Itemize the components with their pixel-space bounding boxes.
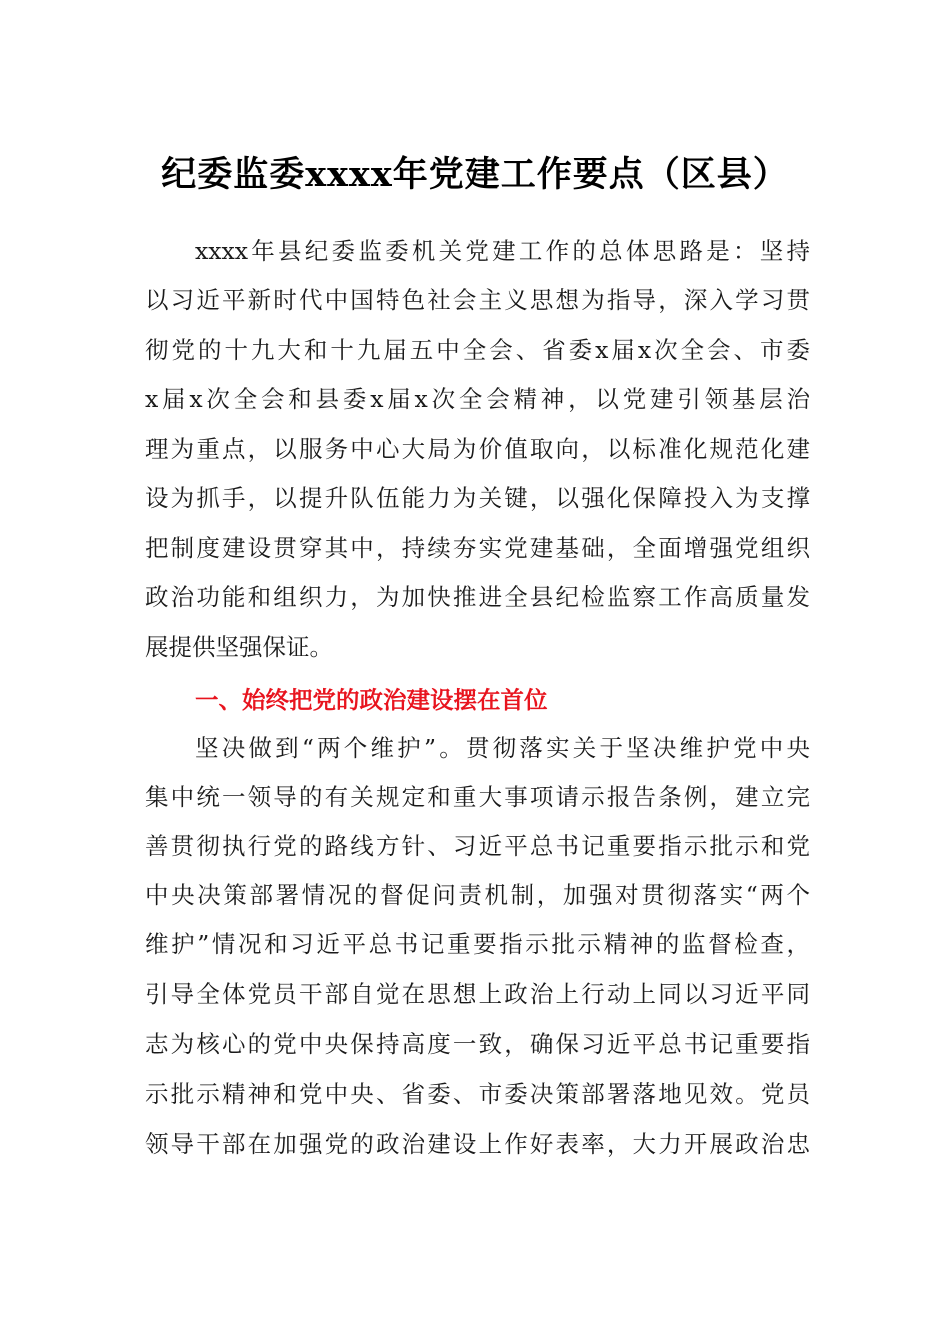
section-line: 引导全体党员干部自觉在思想上政治上行动上同以习近平同 (145, 980, 810, 1008)
intro-line: 把制度建设贯穿其中，持续夯实党建基础，全面增强党组织 (145, 534, 810, 562)
intro-line: xxxx年县纪委监委机关党建工作的总体思路是：坚持 (195, 237, 810, 265)
section-line: 志为核心的党中央保持高度一致，确保习近平总书记重要指 (145, 1030, 810, 1058)
section-heading: 一、始终把党的政治建设摆在首位 (195, 686, 548, 714)
intro-line: 政治功能和组织力，为加快推进全县纪检监察工作高质量发 (145, 583, 810, 611)
intro-line: x届x次全会和县委x届x次全会精神，以党建引领基层治 (145, 385, 810, 413)
intro-line: 以习近平新时代中国特色社会主义思想为指导，深入学习贯 (145, 286, 810, 314)
intro-line: 展提供坚强保证。 (145, 633, 333, 661)
section-line: 维护”情况和习近平总书记重要指示批示精神的监督检查， (145, 930, 810, 958)
section-line: 中央决策部署情况的督促问责机制，加强对贯彻落实“两个 (145, 881, 810, 909)
intro-line: 设为抓手，以提升队伍能力为关键，以强化保障投入为支撑 (145, 484, 810, 512)
section-line: 示批示精神和党中央、省委、市委决策部署落地见效。党员 (145, 1080, 810, 1108)
intro-line: 彻党的十九大和十九届五中全会、省委x届x次全会、市委 (145, 336, 810, 364)
section-line: 善贯彻执行党的路线方针、习近平总书记重要指示批示和党 (145, 832, 810, 860)
section-line: 坚决做到“两个维护”。贯彻落实关于坚决维护党中央 (195, 734, 810, 762)
document-title: 纪委监委xxxx年党建工作要点（区县） (161, 154, 789, 195)
section-line: 集中统一领导的有关规定和重大事项请示报告条例，建立完 (145, 783, 810, 811)
intro-line: 理为重点，以服务中心大局为价值取向，以标准化规范化建 (145, 435, 810, 463)
section-line: 领导干部在加强党的政治建设上作好表率，大力开展政治忠 (145, 1130, 810, 1158)
